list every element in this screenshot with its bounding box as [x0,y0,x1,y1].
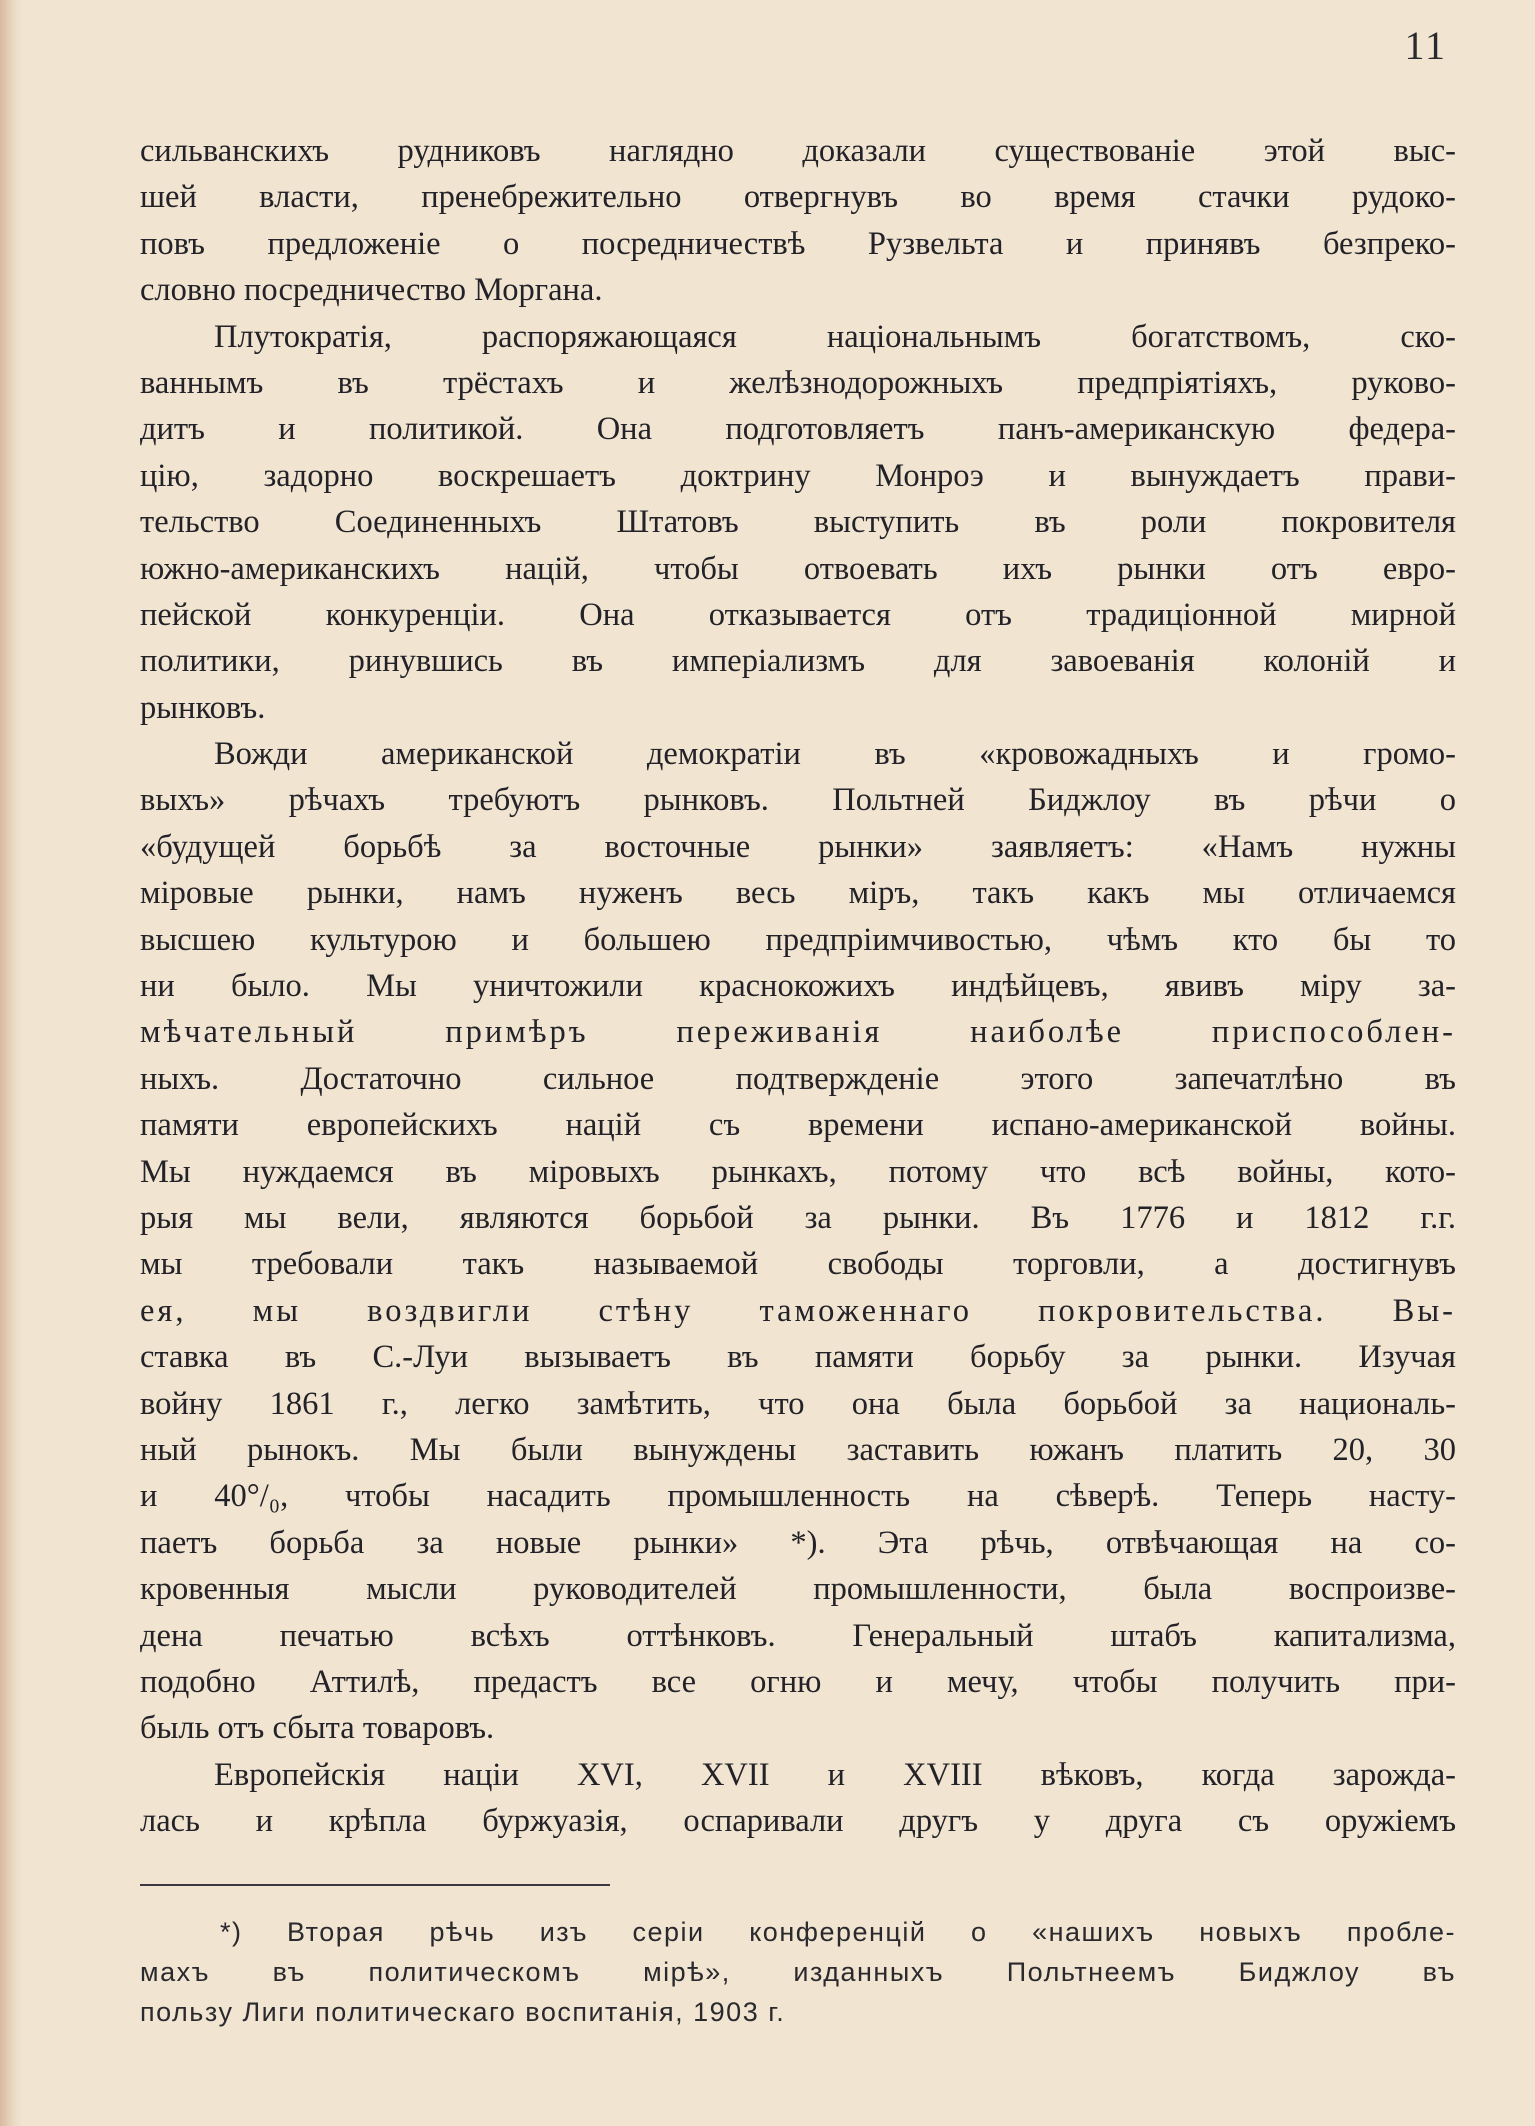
text-line: пейской конкуренціи. Она отказывается отъ традиціонной мирной [140,596,1456,633]
text-line: выхъ» рѣчахъ требуютъ рынковъ. Польтней Биджлоу въ рѣчи о [140,782,1456,819]
text-line: паетъ борьба за новые рынки» *). Эта рѣчь, отвѣчающая на со- [140,1524,1456,1561]
text-line: ныхъ. Достаточно сильное подтвержденіе этого запечатлѣно въ [140,1060,1456,1097]
main-text [140,128,1456,1844]
text-line: быль отъ сбыта товаровъ. [140,1710,495,1747]
text-line: Мы нуждаемся въ міровыхъ рынкахъ, потому что всѣ войны, кото- [140,1153,1456,1190]
text-line: шей власти, пренебрежительно отвергнувъ во время стачки рудоко- [140,179,1456,216]
text-line: кровенныя мысли руководителей промышленности, была воспроизве- [140,1571,1456,1608]
paragraph-start-line: Европейскія націи XVI, XVII и XVIII вѣковъ, когда зарожда- [214,1756,1456,1793]
text-line: лась и крѣпла буржуазія, оспаривали другъ у друга съ оружіемъ [140,1803,1456,1840]
text-line: ни было. Мы уничтожили краснокожихъ индѣйцевъ, явивъ міру за- [140,968,1456,1005]
text-line: рыя мы вели, являются борьбой за рынки. Въ 1776 и 1812 г.г. [140,1199,1456,1236]
text-line: и 40°/₀, чтобы насадить промышленность на сѣверѣ. Теперь насту- [140,1478,1456,1515]
text-line: ея, мы воздвигли стѣну таможеннаго покровительства. Вы- [140,1292,1456,1329]
paragraph-start-line: Вожди американской демократіи въ «кровожадныхъ и громо- [214,736,1456,773]
text-line: южно-американскихъ націй, чтобы отвоевать ихъ рынки отъ евро- [140,550,1456,587]
page-number: 11 [1404,23,1447,68]
text-line: ный рынокъ. Мы были вынуждены заставить южанъ платить 20, 30 [140,1431,1456,1468]
footnote [140,1912,1456,2032]
text-line: повъ предложеніе о посредничествѣ Рузвельта и принявъ безпреко- [140,225,1456,262]
text-line: цію, задорно воскрешаетъ доктрину Монроэ и вынуждаетъ прави- [140,457,1456,494]
page-edge [0,0,22,2126]
text-line: тельство Соединенныхъ Штатовъ выступить въ роли покровителя [140,504,1456,541]
footnote-line: махъ въ политическомъ мірѣ», изданныхъ Польтнеемъ Биджлоу въ [140,1957,1456,1987]
text-line: мы требовали такъ называемой свободы торговли, а достигнувъ [140,1246,1456,1283]
text-line: войну 1861 г., легко замѣтить, что она была борьбой за националь- [140,1385,1456,1422]
footnote-divider [140,1884,610,1886]
footnote-line: пользу Лиги политическаго воспитанія, 1903 г. [140,1997,786,2027]
text-line: ставка въ С.-Луи вызываетъ въ памяти борьбу за рынки. Изучая [140,1339,1456,1376]
text-line: дена печатью всѣхъ оттѣнковъ. Генеральный штабъ капитализма, [140,1617,1456,1654]
text-line: дитъ и политикой. Она подготовляетъ панъ-американскую федера- [140,411,1456,448]
text-line: «будущей борьбѣ за восточные рынки» заявляетъ: «Намъ нужны [140,828,1456,865]
paragraph-start-line: Плутократія, распоряжающаяся національнымъ богатствомъ, ско- [214,318,1456,355]
text-line: рынковъ. [140,689,266,726]
text-line: словно посредничество Моргана. [140,272,603,309]
text-line: мѣчательный примѣръ переживанія наиболѣе приспособлен- [140,1014,1456,1051]
text-line: сильванскихъ рудниковъ наглядно доказали существованіе этой выс- [140,133,1456,169]
text-line: политики, ринувшись въ имперіализмъ для завоеванія колоній и [140,643,1456,680]
footnote-line: *) Вторая рѣчь изъ серіи конференцій о «нашихъ новыхъ пробле- [220,1917,1456,1947]
text-line: ваннымъ въ трёстахъ и желѣзнодорожныхъ предпріятіяхъ, руково- [140,364,1456,401]
text-line: подобно Аттилѣ, предастъ все огню и мечу, чтобы получить при- [140,1663,1456,1700]
text-line: памяти европейскихъ націй съ времени испано-американской войны. [140,1107,1456,1144]
text-line: міровые рынки, намъ нуженъ весь міръ, такъ какъ мы отличаемся [140,875,1456,912]
text-line: высшею культурою и большею предпріимчивостью, чѣмъ кто бы то [140,921,1456,958]
